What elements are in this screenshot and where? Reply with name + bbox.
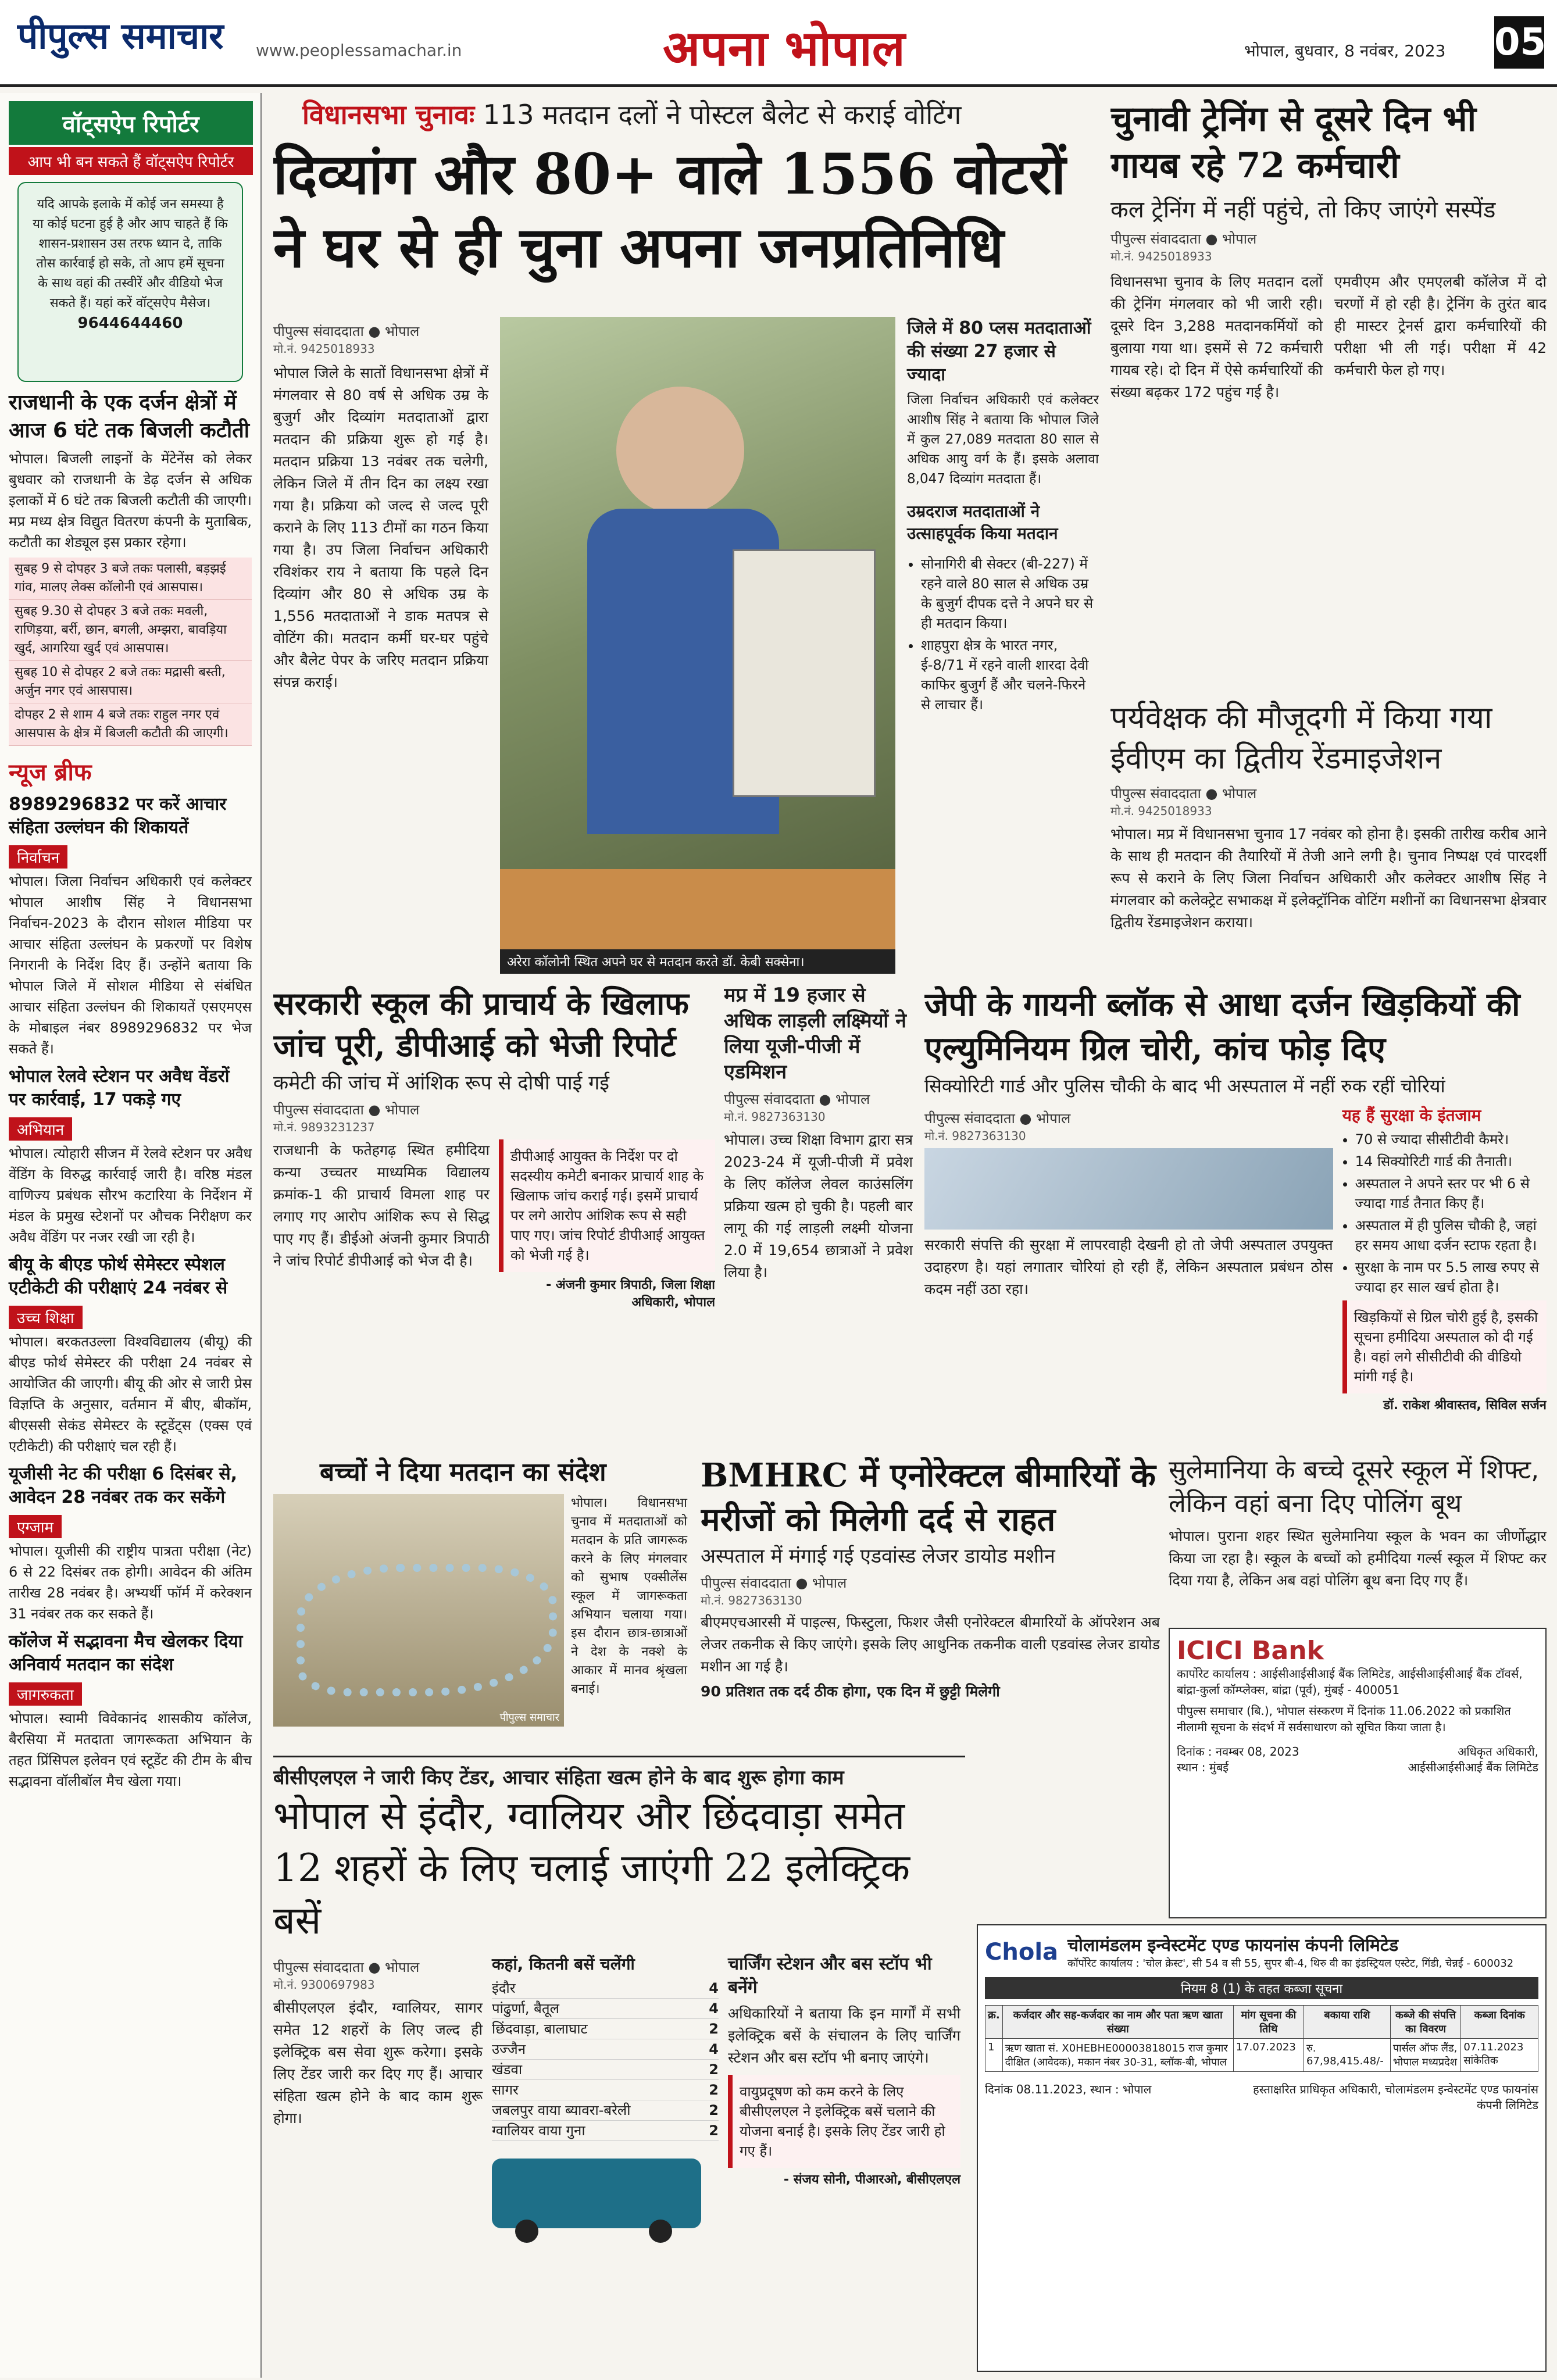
training-columns [1110,271,1547,403]
bus-quote: वायुप्रदूषण को कम करने के लिए बीसीएलएल ने इलेक्ट्रिक बसें चलाने की योजना बनाई है। इसके लिए टेंडर जारी हो गए हैं। [728,2075,960,2168]
chola-sign: हस्ताक्षरित प्राधिकृत अधिकारी, चोलामंडलम इन्वेस्टमेंट एण्ड फायनांस कंपनी लिमिटेड [1253,2082,1538,2112]
route-city: जबलपुर वाया ब्यावरा-बरेली [492,2102,631,2118]
lead-kicker: विधानसभा चुनावः [302,99,475,130]
theft-quote-by: डॉ. राकेश श्रीवास्तव, सिविल सर्जन [1383,1398,1547,1413]
training-body-1: विधानसभा चुनाव के लिए मतदान दलों की ट्रेनिंग मंगलवार को भी जारी रही। दूसरे दिन 3,288 मतदानकर्मियों को बुलाया गया था। इसमें से 72 कर्मचारी गायब रहे। दो दिन में ऐसे कर्मचारियों की संख्या बढ़कर 172 पहुंच गई है। [1110,273,1323,401]
whatsapp-phone[interactable]: 9644644460 [77,315,183,332]
column-header: क्र. [985,2006,1003,2039]
chola-office: कॉर्पोरेट कार्यालय : 'चोल क्रेस्ट', सी 54 व सी 55, सुपर बी-4, थिरु वी का इंडस्ट्रियल एस्टेट, गिंडी, चेन्नई - 600032 [1067,1957,1514,1970]
chola-title: चोलामंडलम इन्वेस्टमेंट एण्ड फायनांस कंपनी लिमिटेड [1067,1935,1399,1956]
training-body-2: एमवीएम और एमएलबी कॉलेज में दो चरणों में हो रही है। ट्रेनिंग के तुरंत बाद ही मास्टर ट्रेनर्स द्वारा कर्मचारियों की परीक्षा भी ली गई। परीक्षा में 42 कर्मचारी फेल हो गए। [1334,273,1547,378]
mobile-number: मो.नं. 9827363130 [724,1110,826,1124]
brief-tag: उच्च शिक्षा [9,1306,83,1329]
security-box-title: यह हैं सुरक्षा के इंतजाम [1342,1106,1481,1125]
chola-date-place: दिनांक 08.11.2023, स्थान : भोपाल [985,2082,1152,2096]
table-row [985,2039,1538,2072]
icici-date: दिनांक : नवम्बर 08, 2023 [1177,1745,1299,1759]
power-cut-headline: राजधानी के एक दर्जन क्षेत्रों में आज 6 घंटे तक बिजली कटौती [9,391,250,442]
column-header: कर्जदार और सह-कर्जदार का नाम और पता ऋण खाता संख्या [1002,2006,1233,2039]
chola-footer [985,2081,1538,2113]
chola-logo: Chola [985,1938,1059,1966]
byline: पीपुल्स संवाददाता ● भोपाल [273,1959,420,1975]
route-bus-count: 2 [709,2102,719,2118]
icici-sign: अधिकृत अधिकारी, आईसीआईसीआई बैंक लिमिटेड [1408,1745,1538,1774]
mobile-number: मो.नं. 9827363130 [701,1593,802,1607]
route-city: ग्वालियर वाया गुना [492,2122,585,2139]
bus-wheel-icon [649,2220,672,2243]
route-city: उज्जैन [492,2041,526,2057]
list-item: सुबह 9.30 से दोपहर 3 बजे तकः मवली, राणिड़या, बर्री, छान, बगली, अम्झरा, बावड़िया खुर्द, आगरिया खुर्द एवं आसपास। [9,600,252,661]
byline: पीपुल्स संवाददाता ● भोपाल [1110,785,1257,802]
children-row [273,1494,692,1727]
whatsapp-info-box [17,182,243,382]
theft-main [924,1104,1333,1413]
lead-sidebar-facts [907,317,1099,724]
whatsapp-info-text: यदि आपके इलाके में कोई जन समस्या है या कोई घटना हुई है और आप चाहते हैं कि शासन-प्रशासन उस तरफ ध्यान दे, ताकि तोस कार्रवाई हो सके, तो आप हमें सूचना के साथ वहां की तस्वीरें और वीडियो भेज सकते हैं। यहां करें वॉट्सऐप मैसेज। [33,197,228,310]
icici-office: कार्पोरेट कार्यालय : आईसीआईसीआई बैंक लिमिटेड, आईसीआईसीआई बैंक टॉवर्स, बांद्रा-कुर्ला कॉम्प्लेक्स, बांद्रा (पूर्व), मुंबई - 400051 [1177,1667,1523,1697]
electric-bus-icon [492,2159,701,2228]
icici-date-place [1177,1743,1299,1775]
route-row [492,2080,719,2100]
brief-tag: एग्जाम [9,1515,62,1538]
school-body: राजधानी के फतेहगढ़ स्थित हमीदिया कन्या उच्चतर माध्यमिक विद्यालय क्रमांक-1 की प्राचार्य विमला शाह पर लगाए गए आरोप आंशिक रूप से सिद्ध पाए गए हैं। डीईओ अंजनी कुमार त्रिपाठी ने जांच रिपोर्ट डीपीआई को भेज दी है। [273,1142,490,1269]
route-city: इंदौर [492,1980,516,1996]
table-header-row [985,2006,1538,2039]
brief-tag: जागरुकता [9,1682,82,1706]
brief-headline: भोपाल रेलवे स्टेशन पर अवैध वेंडरों पर कार्रवाई, 17 पकड़े गए [9,1066,230,1110]
brief-headline: कॉलेज में सद्भावना मैच खेलकर दिया अनिवार्य मतदान का संदेश [9,1631,243,1675]
school-quote-by: - अंजनी कुमार त्रिपाठी, जिला शिक्षा अधिकारी, भोपाल [546,1278,715,1310]
charging-headline: चार्जिंग स्टेशन और बस स्टॉप भी बनेंगे [728,1954,932,1997]
bmhrc-highlight: 90 प्रतिशत तक दर्द ठीक होगा, एक दिन में छुट्टी मिलेगी [701,1683,1000,1700]
lead-side-body: जिला निर्वाचन अधिकारी एवं कलेक्टर आशीष सिंह ने बताया कि भोपाल जिले में कुल 27,089 मतदाता 80 साल से अधिक आयु वर्ग के हैं। इसके अलावा 8,047 दिव्यांग मतदाता हैं। [907,392,1099,487]
list-item: दोपहर 2 से शाम 4 बजे तकः राहुल नगर एवं आसपास के क्षेत्र में बिजली कटौती की जाएगी। [9,703,252,746]
school-subhead: कमेटी की जांच में आंशिक रूप से दोषी पाई गई [273,1071,609,1095]
column-header: मांग सूचना की तिथि [1233,2006,1304,2039]
bus-headline: भोपाल से इंदौर, ग्वालियर और छिंदवाड़ा समेत 12 शहरों के लिए चलाई जाएंगी 22 इलेक्ट्रिक बसें [273,1793,910,1943]
training-headline: चुनावी ट्रेनिंग से दूसरे दिन भी गायब रहे 72 कर्मचारी [1110,99,1477,186]
route-bus-count: 2 [709,2021,719,2037]
masthead [0,0,1557,87]
training-story [1110,96,1547,666]
route-city: छिंदवाड़ा, बालाघाट [492,2021,588,2037]
icici-notice [1169,1628,1547,1918]
photo-credit: पीपुल्स समाचार [499,1711,559,1724]
voting-compartment-shape [733,549,876,797]
bmhrc-headline: BMHRC में एनोरेक्टल बीमारियों के मरीजों को मिलेगी दर्द से राहत [701,1456,1156,1539]
table-cell: 1 [985,2039,1003,2072]
brief-body: भोपाल। बरकतउल्ला विश्वविद्यालय (बीयू) की बीएड फोर्थ सेमेस्टर की परीक्षा 24 नवंबर से आयोजित की जाएगी। बीयू की ओर से जारी प्रेस विज्ञप्ति के अनुसार, वर्तमान में बीए, बीकॉम, बीएससी सेकंड सेमेस्टर के स्टूडेंट्स (एक्स एवं एटीकेटी) की परीक्षाएं चल रही हैं। [9,1334,252,1455]
brief-tag: निर्वाचन [9,845,67,869]
ladli-story [724,982,913,1442]
observer-headline: पर्यवेक्षक की मौजूदगी में किया गया ईवीएम का द्वितीय रेंडमाइजेशन [1110,701,1492,776]
bus-routes-box [492,1953,719,2252]
table-cell: 07.11.2023 सांकेतिक [1461,2039,1538,2072]
brief-tag: अभियान [9,1117,72,1141]
list-item: • शाहपुरा क्षेत्र के भारत नगर, ई-8/71 में रहने वाली शारदा देवी काफिर बुजुर्ग हैं और चलने-फिरने से लाचार हैं। [921,635,1099,714]
table-cell: पार्सल ऑफ लैंड, भोपाल मध्यप्रदेश [1390,2039,1461,2072]
list-item: • सोनागिरी बी सेक्टर (बी-227) में रहने वाले 80 साल से अधिक उम्र के बुजुर्ग दीपक दत्ते ने अपने घर से ही मतदान किया। [921,554,1099,633]
table-shape [500,869,895,950]
bus-kicker: बीसीएलएल ने जारी किए टेंडर, आचार संहिता खत्म होने के बाद शुरू होगा काम [273,1766,844,1789]
bus-illustration [492,2147,719,2252]
school-quote-wrap [499,1139,715,1310]
brief-body: भोपाल। जिला निर्वाचन अधिकारी एवं कलेक्टर भोपाल आशीष सिंह ने विधानसभा निर्वाचन-2023 के दौरान सोशल मीडिया पर आचार संहिता उल्लंघन के प्रकरणों पर विशेष निगरानी के निर्देश दिए हैं। उन्होंने बताया कि भोपाल जिले में सोशल मीडिया से संबंधित आचार संहिता उल्लंघन की शिकायतें एसएमएस के मोबाइल नंबर 8989296832 पर भेज सकते हैं। [9,873,252,1057]
theft-columns [924,1104,1547,1413]
brief-headline: 8989296832 पर करें आचार संहिता उल्लंघन की शिकायतें [9,794,227,838]
route-bus-count: 2 [709,2122,719,2139]
chola-notice [977,1924,1547,2372]
bus-quote-by: - संजय सोनी, पीआरओ, बीसीएलएल [783,2172,960,2187]
route-row [492,2100,719,2121]
byline: पीपुल्स संवाददाता ● भोपाल [924,1110,1071,1127]
mobile-number: मो.नं. 9893231237 [273,1120,375,1134]
power-cut-schedule [9,558,252,746]
bmhrc-subhead: अस्पताल में मंगाई गई एडवांस्ड लेजर डायोड मशीन [701,1545,1055,1568]
bus-main [273,1953,483,2252]
bus-wheel-icon [515,2220,538,2243]
byline: पीपुल्स संवाददाता ● भोपाल [724,1091,870,1107]
icici-text: पीपुल्स समाचार (बि.), भोपाल संस्करण में दिनांक 11.06.2022 को प्रकाशित नीलामी सूचना के संदर्भ में सर्वसाधारण को सूचित किया जाता है। [1177,1704,1511,1734]
newspaper-logo: पीपुल्स समाचार [17,15,224,57]
photo-caption: अरेरा कॉलोनी स्थित अपने घर से मतदान करते डॉ. केबी सक्सेना। [500,949,895,974]
bus-columns [273,1953,965,2252]
table-cell: ऋण खाता सं. X0HEBHE00003818015 राज कुमार दीक्षित (आवेदक), मकान नंबर 30-31, ब्लॉक-बी, भोपाल [1002,2039,1233,2072]
route-bus-count: 4 [709,2000,719,2017]
sulemania-body: भोपाल। पुराना शहर स्थित सुलेमानिया स्कूल के भवन का जीर्णोद्धार किया जा रहा है। स्कूल के बच्चों को हमीदिया गर्ल्स स्कूल में शिफ्ट कर दिया गया है, लेकिन अब वहां पोलिंग बूथ बना दिए गए हैं। [1169,1528,1547,1589]
whatsapp-reporter-title: वॉट्सऐप रिपोर्टर [9,101,253,145]
security-list [1342,1130,1547,1297]
list-item: • 70 से ज्यादा सीसीटीवी कैमरे। [1355,1130,1547,1149]
theft-body: सरकारी संपत्ति की सुरक्षा में लापरवाही देखनी हो तो जेपी अस्पताल उपयुक्त उदाहरण है। यहां लगातार चोरियां हो रही हैं, लेकिन अस्पताल प्रबंधन ठोस कदम नहीं उठा रहा। [924,1237,1333,1298]
brief-headline: बीयू के बीएड फोर्थ सेमेस्टर स्पेशल एटीकेटी की परीक्षाएं 24 नवंबर से [9,1255,228,1298]
route-bus-count: 4 [709,1980,719,1996]
charging-body: अधिकारियों ने बताया कि इन मार्गों में सभी इलेक्ट्रिक बसें के संचालन के लिए चार्जिंग स्टेशन और बस स्टॉप भी बनाए जाएंगे। [728,2005,960,2066]
sulemania-headline: सुलेमानिया के बच्चे दूसरे स्कूल में शिफ्ट, लेकिन वहां बना दिए पोलिंग बूथ [1169,1455,1540,1518]
school-headline: सरकारी स्कूल की प्राचार्य के खिलाफ जांच पूरी, डीपीआई को भेजी रिपोर्ट [273,985,689,1064]
byline: पीपुल्स संवाददाता ● भोपाल [273,1102,420,1118]
brief-body: भोपाल। त्योहारी सीजन में रेलवे स्टेशन पर अवैध वेंडिंग के विरुद्ध कार्रवाई जारी है। वरिष्ठ मंडल वाणिज्य प्रबंधक सौरभ कटारिया के निर्देशन में मंडल के प्रमुख स्टेशनों पर औचक निरीक्षण कर अवैध वेंडिंग पर नजर रखी जा रही है। [9,1145,252,1245]
column-header: कब्जा दिनांक [1461,2006,1538,2039]
route-bus-count: 2 [709,2082,719,2098]
school-columns [273,1139,715,1310]
routes-title: कहां, कितनी बसें चलेंगी [492,1954,635,1974]
ladli-headline: मप्र में 19 हजार से अधिक लाड़ली लक्ष्मियों ने लिया यूजी-पीजी में एडमिशन [724,984,906,1084]
list-item: • अस्पताल ने अपने स्तर पर भी 6 से ज्यादा गार्ड तैनात किए हैं। [1355,1174,1547,1213]
chola-table [985,2005,1538,2072]
children-headline: बच्चों ने दिया मतदान का संदेश [320,1457,606,1487]
routes-table [492,1978,719,2141]
theft-headline: जेपी के गायनी ब्लॉक से आधा दर्जन खिड़कियों की एल्युमिनियम ग्रिल चोरी, कांच फोड़ दिए [924,985,1520,1068]
route-row [492,2039,719,2060]
route-row [492,2121,719,2141]
power-cut-body: भोपाल। बिजली लाइनों के मेंटेनेंस को लेकर बुधवार को राजधानी के डेढ़ दर्जन से अधिक इलाकों में 6 घंटे तक बिजली कटौती की जाएगी। मप्र मध्य क्षेत्र विद्युत वितरण कंपनी के मुताबिक, कटौती का शेड्यूल इस प्रकार रहेगा। [9,451,252,551]
observer-story [1110,698,1547,971]
brief-body: भोपाल। यूजीसी की राष्ट्रीय पात्रता परीक्षा (नेट) 6 से 22 दिसंबर तक होगी। आवेदन की अंतिम तारीख 28 नवंबर है। अभ्यर्थी फॉर्म में करेक्शन 31 नवंबर तक कर सकते हैं। [9,1543,252,1622]
children-body: भोपाल। विधानसभा चुनाव में मतदाताओं को मतदान के प्रति जागरूक करने के लिए मंगलवार को सुभाष एक्सीलेंस स्कूल में जागरूकता अभियान चलाया गया। इस दौरान छात्र-छात्राओं ने देश के नक्शे के आकार में मानव श्रृंखला बनाई। [571,1496,687,1696]
route-city: सागर [492,2082,519,2098]
list-item: • अस्पताल में ही पुलिस चौकी है, जहां हर समय आधा दर्जन स्टाफ रहता है। [1355,1216,1547,1255]
list-item: • 14 सिक्योरिटी गार्ड की तैनाती। [1355,1152,1547,1171]
icici-logo: ICICI Bank [1177,1636,1324,1666]
bmhrc-body: बीएमएचआरसी में पाइल्स, फिस्टुला, फिशर जैसी एनोरेक्टल बीमारियों के ऑपरेशन अब लेजर तकनीक से किए जाएंगे। इसके लिए आधुनिक तकनीक वाली एडवांस्ड लेजर डायोड मशीन आ गई है। [701,1614,1160,1675]
list-item: • सुरक्षा के नाम पर 5.5 लाख रुपए से ज्यादा हर साल खर्च होता है। [1355,1257,1547,1297]
dateline: भोपाल, बुधवार, 8 नवंबर, 2023 [1244,41,1446,60]
byline: पीपुल्स संवाददाता ● भोपाल [273,323,420,340]
school-story [273,982,715,1442]
brief-body: भोपाल। स्वामी विवेकानंद शासकीय कॉलेज, बैरसिया में मतदाता जागरूकता अभियान के तहत प्रिंसिपल इलेवन एवं स्टूडेंट की टीम के बीच सद्भावना वॉलीबॉल मैच खेला गया। [9,1710,252,1789]
chola-notice-title: नियम 8 (1) के तहत कब्जा सूचना [985,1977,1538,1999]
mobile-number: मो.नं. 9425018933 [1110,249,1212,263]
lead-story [273,96,1099,974]
training-subhead: कल ट्रेनिंग में नहीं पहुंचे, तो किए जाएंगे सस्पेंड [1110,196,1496,223]
left-sidebar [0,93,262,2378]
theft-quote: खिड़कियों से ग्रिल चोरी हुई है, इसकी सूचना हमीदिया अस्पताल को दी गई है। वहां लगे सीसीटीवी की वीडियो मांगी गई है। [1342,1300,1547,1393]
icici-place: स्थान : मुंबई [1177,1760,1229,1774]
hospital-photo [924,1148,1333,1230]
news-brief-title: न्यूज ब्रीफ [9,759,92,786]
icici-footer [1177,1743,1538,1775]
mobile-number: मो.नं. 9425018933 [1110,804,1212,818]
lead-side-headline: जिले में 80 प्लस मतदाताओं की संख्या 27 हजार से ज्यादा [907,318,1091,385]
website-url[interactable]: www.peoplessamachar.in [256,41,462,60]
route-city: पांढुर्णा, बैतूल [492,2000,559,2017]
window-theft-story [924,982,1547,1442]
theft-security-box [1342,1104,1547,1413]
column-header: कब्जे की संपत्ति का विवरण [1390,2006,1461,2039]
route-row [492,1999,719,2019]
route-bus-count: 2 [709,2061,719,2078]
lead-photo [500,317,895,974]
route-row [492,2019,719,2039]
route-bus-count: 4 [709,2041,719,2057]
children-story [273,1453,692,1744]
sulemania-story [1169,1453,1547,1622]
lead-col1 [273,317,488,694]
list-item: सुबह 9 से दोपहर 3 बजे तकः पलासी, बड़झई गांव, मालए लेक्स कॉलोनी एवं आसपास। [9,558,252,600]
brief-headline: यूजीसी नेट की परीक्षा 6 दिसंबर से, आवेदन 28 नवंबर तक कर सकेंगे [9,1464,238,1507]
table-cell: 17.07.2023 [1233,2039,1304,2072]
voter-face-shape [616,387,744,514]
observer-body: भोपाल। मप्र में विधानसभा चुनाव 17 नवंबर को होना है। इसकी तारीख करीब आने के साथ ही मतदान की तैयारियों में तेजी आने लगी है। चुनाव निष्पक्ष एवं पारदर्शी रूप से कराने के लिए जिला निर्वाचन अधिकारी और कलेक्टर आशीष सिंह ने मंगलवार को कलेक्ट्रेट सभाकक्ष में इलेक्ट्रॉनिक वोटिंग मशीनों का विधानसभा क्षेत्रवार द्वितीय रेंडमाइजेशन कराया। [1110,826,1547,931]
chola-header [985,1932,1538,1971]
human-chain-shape [297,1564,557,1696]
children-photo [273,1494,564,1727]
mobile-number: मो.नं. 9300697983 [273,1978,375,1992]
lead-kicker-rest: 113 मतदान दलों ने पोस्टल बैलेट से कराई वोटिंग [483,99,962,130]
bus-story [273,1756,965,2372]
lead-side-bullets [907,554,1099,714]
byline: पीपुल्स संवाददाता ● भोपाल [701,1575,847,1591]
school-quote: डीपीआई आयुक्त के निर्देश पर दो सदस्यीय कमेटी बनाकर प्राचार्य शाह के खिलाफ जांच कराई गई। इसमें प्राचार्य पर लगे आरोप आंशिक रूप से सही पाए गए। जांच रिपोर्ट डीपीआई आयुक्त को भेजी गई है। [499,1139,715,1272]
route-row [492,2060,719,2080]
bmhrc-story [701,1453,1160,1744]
mobile-number: मो.नं. 9425018933 [273,342,375,356]
byline: पीपुल्स संवाददाता ● भोपाल [1110,231,1257,247]
bus-body: बीसीएलएल इंदौर, ग्वालियर, सागर समेत 12 शहरों के लिए जल्द ही इलेक्ट्रिक बस सेवा शुरू करेगा। इसके लिए टेंडर जारी कर दिए गए हैं। आचार संहिता खत्म होने के बाद काम शुरू होगा। [273,1999,483,2127]
mobile-number: मो.नं. 9827363130 [924,1129,1026,1143]
column-header: बकाया राशि [1304,2006,1391,2039]
route-row [492,1978,719,1999]
section-title: अपना भोपाल [663,19,905,77]
bus-charging [728,1953,960,2252]
lead-body: भोपाल जिले के सातों विधानसभा क्षेत्रों में मंगलवार से 80 वर्ष से अधिक उम्र के बुजुर्ग और दिव्यांग मतदाताओं द्वारा मतदान की प्रक्रिया शुरू हो गई है। मतदान प्रक्रिया 13 नवंबर तक चलेगी, लेकिन जिले में तीन दिन का लक्ष्य रखा गया है। प्रक्रिया को जल्द से जल्द पूरी कराने के लिए 113 टीमों का गठन किया गया है। उप जिला निर्वाचन अधिकारी रविशंकर राय ने बताया कि पहले दिन दिव्यांग और 80 से अधिक उम्र के 1,556 मतदाताओं ने डाक मतपत्र से वोटिंग की। मतदान कर्मी घर-घर पहुंचे और बैलेट पेपर के जरिए मतदान प्रक्रिया संपन्न कराई। [273,364,488,691]
chola-title-block [1067,1932,1513,1971]
route-city: खंडवा [492,2061,523,2078]
whatsapp-reporter-sub: आप भी बन सकते हैं वॉट्सऐप रिपोर्टर [9,147,253,175]
lead-headline: दिव्यांग और 80+ वाले 1556 वोटरों ने घर से ही चुना अपना जनप्रतिनिधि [273,141,1066,280]
ladli-body: भोपाल। उच्च शिक्षा विभाग द्वारा सत्र 2023-24 में यूजी-पीजी में प्रवेश के लिए कॉलेज लेवल काउंसलिंग प्रक्रिया खत्म हो चुकी है। पहली बार लागू की गई लाड़ली लक्ष्मी योजना 2.0 में 19,654 छात्राओं ने प्रवेश लिया है। [724,1131,913,1281]
lead-side-headline-2: उम्रदराज मतदाताओं ने उत्साहपूर्वक किया मतदान [907,502,1058,543]
lead-kicker-line [302,96,1099,132]
theft-subhead: सिक्योरिटी गार्ड और पुलिस चौकी के बाद भी अस्पताल में नहीं रुक रहीं चोरियां [924,1075,1445,1097]
list-item: सुबह 10 से दोपहर 2 बजे तकः मद्रासी बस्ती, अर्जुन नगर एवं आसपास। [9,661,252,703]
page-number: 05 [1494,16,1544,69]
table-cell: रु. 67,98,415.48/- [1304,2039,1391,2072]
